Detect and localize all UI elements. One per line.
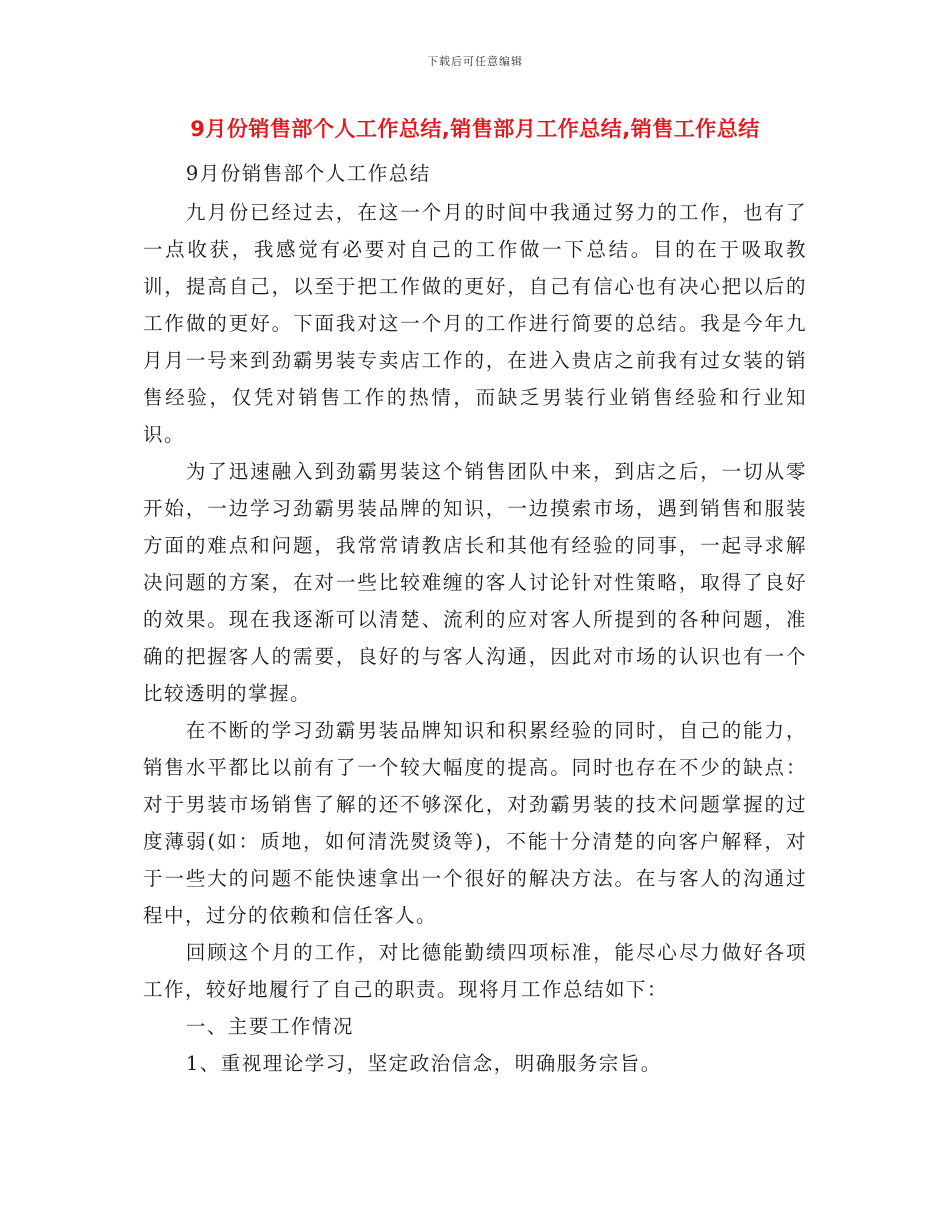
document-body (143, 155, 807, 1082)
list-item: 1、重视理论学习，坚定政治信念，明确服务宗旨。 (185, 1052, 662, 1075)
paragraph-1: 九月份已经过去，在这一个月的时间中我通过努力的工作，也有了一点收获，我感觉有必要对自己的工作做一下总结。目的在于吸取教训，提高自己，以至于把工作做的更好，自己有信心也有决心把以后的工作做的更好。下面我对这一个月的工作进行简要的总结。我是今年九月月一号来到劲霸男装专卖店工作的，在进入贵店之前我有过女装的销售经验，仅凭对销售工作的热情，而缺乏男装行业销售经验和行业知识。 (143, 201, 807, 446)
document-subtitle: 9月份销售部个人工作总结 (185, 162, 431, 185)
paragraph-2: 为了迅速融入到劲霸男装这个销售团队中来，到店之后，一切从零开始，一边学习劲霸男装品牌的知识，一边摸索市场，遇到销售和服装方面的难点和问题，我常常请教店长和其他有经验的同事，一起寻求解决问题的方案，在对一些比较难缠的客人讨论针对性策略，取得了良好的效果。现在我逐渐可以清楚、流利的应对客人所提到的各种问题，准确的把握客人的需要，良好的与客人沟通，因此对市场的认识也有一个比较透明的掌握。 (143, 460, 807, 705)
paragraph-4: 回顾这个月的工作，对比德能勤绩四项标准，能尽心尽力做好各项工作，较好地履行了自己的职责。现将月工作总结如下： (143, 941, 807, 1001)
document-title: 9月份销售部个人工作总结,销售部月工作总结,销售工作总结 (190, 117, 760, 141)
header-note: 下载后可任意编辑 (427, 55, 523, 68)
section-heading: 一、主要工作情况 (185, 1015, 354, 1038)
paragraph-3: 在不断的学习劲霸男装品牌知识和积累经验的同时，自己的能力，销售水平都比以前有了一个较大幅度的提高。同时也存在不少的缺点：对于男装市场销售了解的还不够深化，对劲霸男装的技术问题掌握的过度薄弱(如：质地，如何清洗熨烫等)，不能十分清楚的向客户解释，对于一些大的问题不能快速拿出一个很好的解决方法。在与客人的沟通过程中，过分的依赖和信任客人。 (143, 719, 807, 927)
